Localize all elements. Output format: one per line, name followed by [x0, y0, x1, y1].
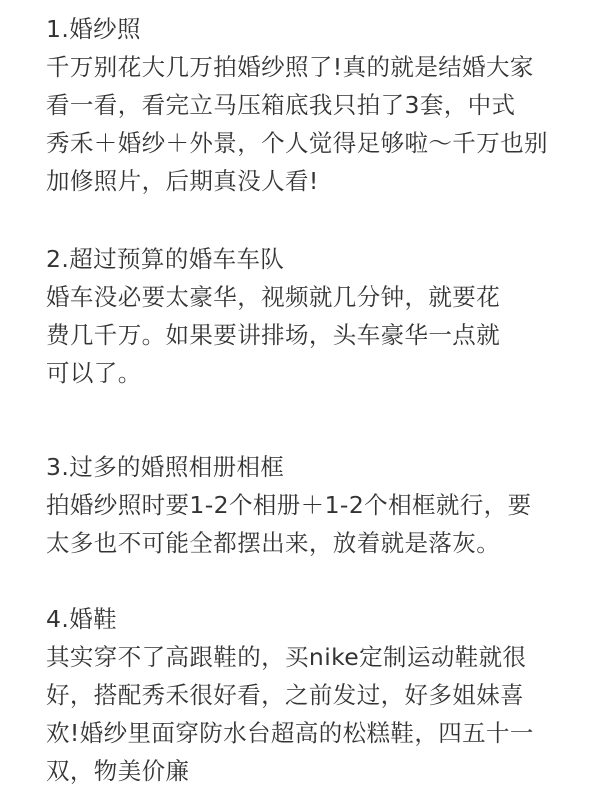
section-heading: 4.婚鞋: [46, 605, 118, 633]
body-line: 秀禾＋婚纱＋外景，个人觉得足够啦～千万也别: [46, 129, 548, 157]
section-heading: 3.过多的婚照相册相框: [46, 453, 285, 481]
body-line: 拍婚纱照时要1-2个相册＋1-2个相框就行，要: [46, 491, 532, 519]
body-line: 可以了。: [46, 359, 142, 387]
body-line: 加修照片，后期真没人看!: [46, 167, 319, 195]
section-heading: 1.婚纱照: [46, 15, 141, 43]
body-line: 其实穿不了高跟鞋的，买nike定制运动鞋就很: [46, 643, 527, 671]
section-albums-frames: [46, 448, 531, 562]
body-line: 双，物美价廉: [46, 757, 190, 785]
body-line: 千万别花大几万拍婚纱照了!真的就是结婚大家: [46, 53, 534, 81]
section-wedding-cars: [46, 240, 500, 392]
body-line: 欢!婚纱里面穿防水台超高的松糕鞋，四五十一: [46, 719, 534, 747]
body-line: 太多也不可能全都摆出来，放着就是落灰。: [46, 529, 501, 557]
section-wedding-photos: [46, 10, 548, 200]
body-line: 好，搭配秀禾很好看，之前发过，好多姐妹喜: [46, 681, 524, 709]
section-wedding-shoes: [46, 600, 534, 790]
section-heading: 2.超过预算的婚车车队: [46, 245, 285, 273]
body-line: 看一看，看完立马压箱底我只拍了3套，中式: [46, 91, 516, 119]
body-line: 费几千万。如果要讲排场，头车豪华一点就: [46, 321, 501, 349]
body-line: 婚车没必要太豪华，视频就几分钟，就要花: [46, 283, 501, 311]
